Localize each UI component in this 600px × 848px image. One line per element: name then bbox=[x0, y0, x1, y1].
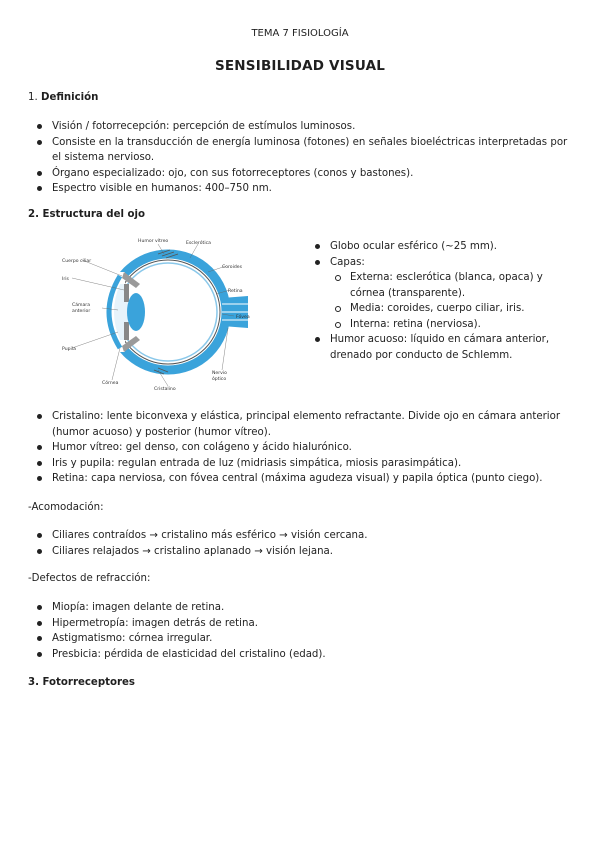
accommodation-list bbox=[52, 528, 572, 559]
label-humor-vitreo: Humor vítreo bbox=[138, 239, 169, 244]
list-item: Astigmatismo: córnea irregular. bbox=[52, 631, 572, 647]
definition-list bbox=[52, 119, 572, 197]
label-iris: Iris bbox=[62, 277, 69, 282]
list-item: Ciliares contraídos → cristalino más esférico → visión cercana. bbox=[52, 528, 572, 544]
section-3-title: 3. Fotorreceptores bbox=[28, 677, 135, 688]
refraction-defects-list bbox=[52, 600, 572, 662]
accommodation-heading: -Acomodación: bbox=[28, 502, 104, 513]
section-1-title: Definición bbox=[40, 92, 99, 103]
refraction-defects-heading: -Defectos de refracción: bbox=[28, 573, 151, 584]
list-item: Humor acuoso: líquido en cámara anterior, drenado por conducto de Schlemm. bbox=[330, 332, 570, 363]
label-coroides: Coroides bbox=[222, 265, 243, 270]
list-item: Miopía: imagen delante de retina. bbox=[52, 600, 572, 616]
label-fovea: Fóvea bbox=[236, 315, 250, 320]
eye-diagram bbox=[58, 232, 270, 392]
list-item: Hipermetropía: imagen detrás de retina. bbox=[52, 616, 572, 632]
label-camara: Cámara bbox=[72, 303, 91, 308]
label-nervio: Nervio bbox=[212, 371, 227, 376]
label-esclerotica: Esclerótica bbox=[186, 241, 211, 246]
label-cornea: Córnea bbox=[102, 381, 119, 386]
list-item: Consiste en la transducción de energía luminosa (fotones) en señales bioeléctricas interpretadas por el sistema nervioso. bbox=[52, 135, 572, 166]
label-cuerpo-ciliar: Cuerpo ciliar bbox=[62, 259, 92, 264]
label-retina: Retina bbox=[228, 289, 243, 294]
list-item: Retina: capa nerviosa, con fóvea central (máxima agudeza visual) y papila óptica (punto ciego). bbox=[52, 471, 572, 487]
sub-list-item: Interna: retina (nerviosa). bbox=[350, 317, 570, 333]
list-item: Capas: bbox=[330, 255, 570, 271]
label-pupila: Pupila bbox=[62, 347, 76, 352]
section-1-number: 1. bbox=[28, 92, 38, 103]
structure-list bbox=[52, 409, 572, 487]
label-cristalino: Cristalino bbox=[154, 387, 176, 392]
label-optico: óptico bbox=[212, 377, 227, 382]
list-item: Globo ocular esférico (~25 mm). bbox=[330, 239, 570, 255]
list-item: Iris y pupila: regulan entrada de luz (midriasis simpática, miosis parasimpática). bbox=[52, 456, 572, 472]
list-item: Ciliares relajados → cristalino aplanado → visión lejana. bbox=[52, 544, 572, 560]
structure-side-list bbox=[330, 239, 570, 363]
section-2-title: 2. Estructura del ojo bbox=[28, 209, 146, 220]
page-header: TEMA 7 FISIOLOGÍA bbox=[251, 28, 349, 39]
list-item: Órgano especializado: ojo, con sus fotorreceptores (conos y bastones). bbox=[52, 166, 572, 182]
list-item: Visión / fotorrecepción: percepción de estímulos luminosos. bbox=[52, 119, 572, 135]
page-title: SENSIBILIDAD VISUAL bbox=[214, 58, 386, 74]
list-item: Espectro visible en humanos: 400–750 nm. bbox=[52, 181, 572, 197]
iris-lower bbox=[124, 322, 129, 340]
sub-list-item: Media: coroides, cuerpo ciliar, iris. bbox=[350, 301, 570, 317]
sub-list-item: Externa: esclerótica (blanca, opaca) y córnea (transparente). bbox=[350, 270, 570, 301]
list-item: Humor vítreo: gel denso, con colágeno y ácido hialurónico. bbox=[52, 440, 572, 456]
section-2-heading bbox=[28, 209, 145, 220]
list-item: Cristalino: lente biconvexa y elástica, principal elemento refractante. Divide ojo en cámara anterior (humor acuoso) y posterior (humor vítreo). bbox=[52, 409, 572, 440]
label-anterior: anterior bbox=[72, 309, 91, 314]
lens-shape bbox=[127, 293, 145, 331]
list-item: Presbicia: pérdida de elasticidad del cristalino (edad). bbox=[52, 647, 572, 663]
section-3-heading bbox=[28, 677, 135, 688]
section-1-heading bbox=[28, 92, 98, 103]
iris-upper bbox=[124, 284, 129, 302]
